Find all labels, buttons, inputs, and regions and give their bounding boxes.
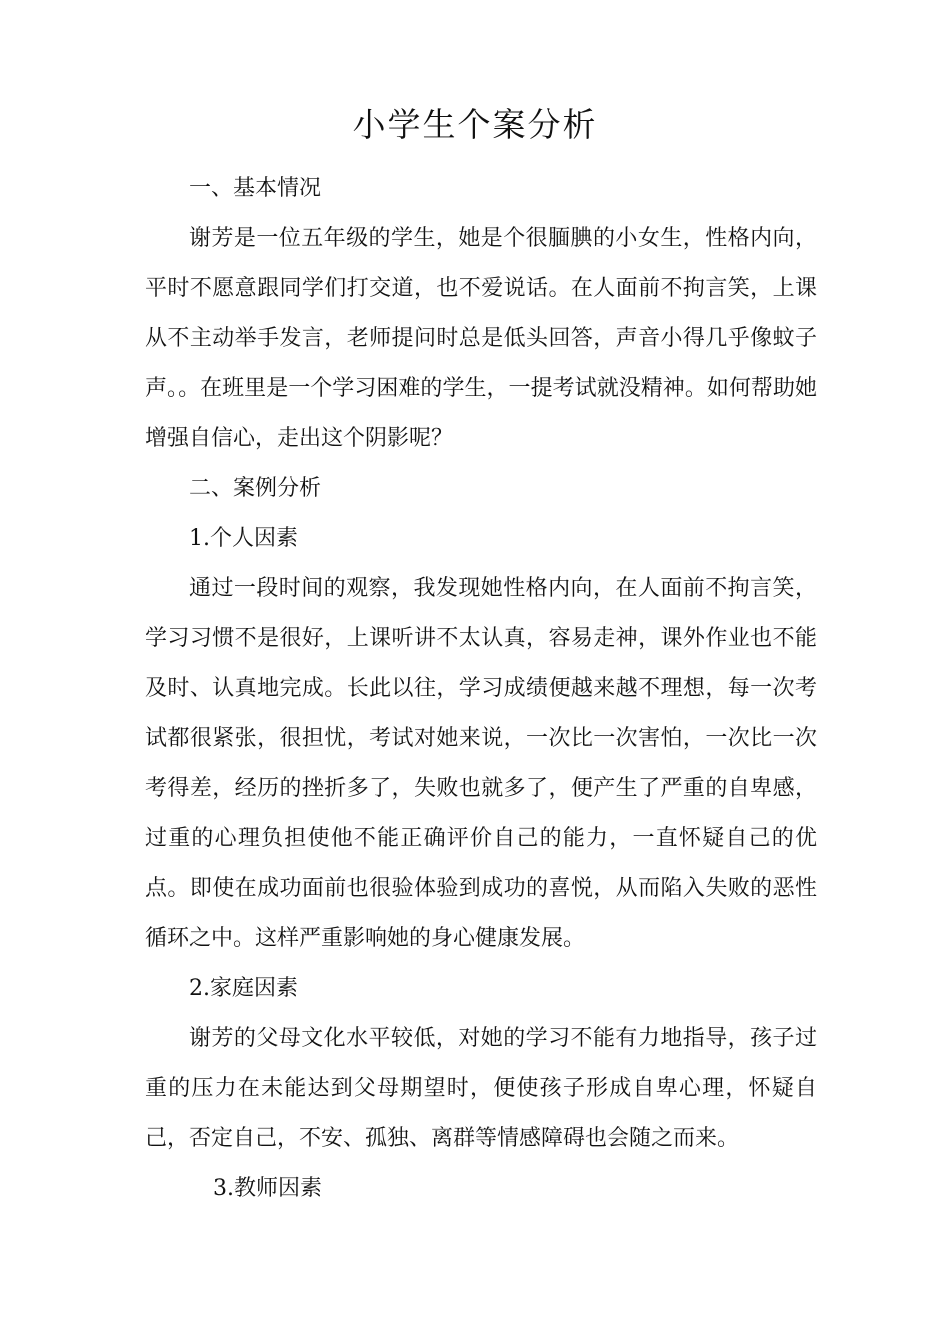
subheading-family-factors: 2.家庭因素 bbox=[189, 976, 298, 1001]
paragraph-family-factors: 谢芳的父母文化水平较低，对她的学习不能有力地指导，孩子过重的压力在未能达到父母期望时，便使孩子形成自卑心理，怀疑自己，否定自己，不安、孤独、离群等情感障碍也会随之而来。 bbox=[145, 1026, 817, 1151]
subheading-personal-factors: 1.个人因素 bbox=[189, 526, 298, 551]
document-body bbox=[145, 164, 817, 1214]
paragraph-personal-factors: 通过一段时间的观察，我发现她性格内向，在人面前不拘言笑，学习习惯不是很好，上课听讲不太认真，容易走神，课外作业也不能及时、认真地完成。长此以往，学习成绩便越来越不理想，每一次考试都很紧张，很担忧，考试对她来说，一次比一次害怕，一次比一次考得差，经历的挫折多了，失败也就多了，便产生了严重的自卑感，过重的心理负担使他不能正确评价自己的能力，一直怀疑自己的优点。即使在成功面前也很验体验到成功的喜悦，从而陷入失败的恶性循环之中。这样严重影响她的身心健康发展。 bbox=[145, 576, 817, 951]
section-heading-case-analysis: 二、案例分析 bbox=[189, 476, 322, 501]
paragraph-basic-info: 谢芳是一位五年级的学生，她是个很腼腆的小女生，性格内向，平时不愿意跟同学们打交道，也不爱说话。在人面前不拘言笑，上课从不主动举手发言，老师提问时总是低头回答，声音小得几乎像蚊子声。。在班里是一个学习困难的学生，一提考试就没精神。如何帮助她增强自信心，走出这个阴影呢？ bbox=[145, 226, 817, 451]
section-heading-basic-info: 一、基本情况 bbox=[189, 176, 322, 201]
subheading-teacher-factors: 3.教师因素 bbox=[213, 1176, 322, 1201]
document-title: 小学生个案分析 bbox=[352, 105, 598, 144]
